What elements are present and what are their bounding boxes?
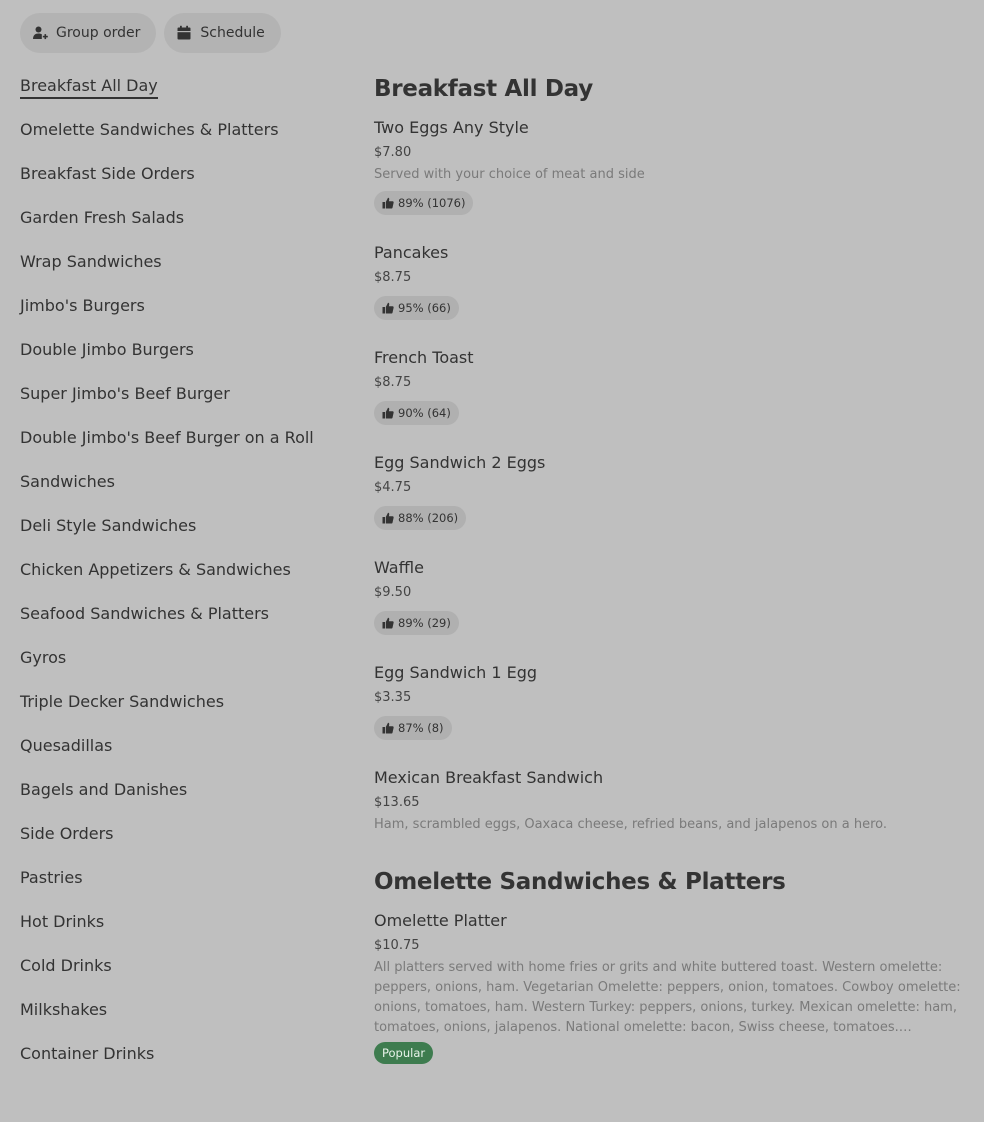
popular-badge: Popular <box>374 1042 433 1064</box>
sidebar-item-double-jimbo-burgers[interactable]: Double Jimbo Burgers <box>20 340 194 359</box>
menu-item-omelette-platter[interactable] <box>374 909 964 1064</box>
rating-text: 88% (206) <box>398 511 459 525</box>
rating-badge <box>374 506 466 530</box>
sidebar-item-chicken-appetizers-sandwiches[interactable]: Chicken Appetizers & Sandwiches <box>20 560 291 579</box>
sidebar-item-seafood-sandwiches-platters[interactable]: Seafood Sandwiches & Platters <box>20 604 270 623</box>
schedule-label: Schedule <box>200 25 265 41</box>
menu-section-omelette <box>374 869 964 1064</box>
item-description: All platters served with home fries or grits and white buttered toast. Western omelette: peppers, onions, ham. Vegetarian Omelette: peppers, onion, tomatoes. Cowboy omelette: onions, tomatoes, ham. Western Turkey: peppers, onions, turkey. Mexican omelette: ham, tomatoes, onions, jalapenos. National omelette: bacon, Swiss cheese, tomatoes. <box>374 960 961 1035</box>
rating-text: 95% (66) <box>398 301 451 315</box>
item-name: Pancakes <box>374 243 449 262</box>
item-description: Served with your choice of meat and side <box>374 167 645 182</box>
item-price: $8.75 <box>374 270 412 285</box>
thumbs-up-icon <box>382 617 394 629</box>
rating-text: 89% (1076) <box>398 196 466 210</box>
thumbs-up-icon <box>382 407 394 419</box>
sidebar-item-sandwiches[interactable]: Sandwiches <box>20 472 115 491</box>
sidebar-item-quesadillas[interactable]: Quesadillas <box>20 736 113 755</box>
item-price: $8.75 <box>374 375 412 390</box>
category-sidebar <box>20 74 340 1086</box>
sidebar-item-pastries[interactable]: Pastries <box>20 868 83 887</box>
thumbs-up-icon <box>382 722 394 734</box>
sidebar-item-double-jimbos-beef-burger-roll[interactable]: Double Jimbo's Beef Burger on a Roll <box>20 428 314 447</box>
menu-item-pancakes[interactable] <box>374 241 964 320</box>
group-order-button[interactable] <box>20 13 156 53</box>
top-actions <box>20 13 281 53</box>
section-title: Breakfast All Day <box>374 76 593 102</box>
menu-item-french-toast[interactable] <box>374 346 964 425</box>
add-person-icon <box>32 25 48 41</box>
rating-badge <box>374 716 452 740</box>
menu-content <box>374 76 964 1090</box>
group-order-label: Group order <box>56 25 141 41</box>
sidebar-item-omelette-sandwiches-platters[interactable]: Omelette Sandwiches & Platters <box>20 120 279 139</box>
item-description: Ham, scrambled eggs, Oaxaca cheese, refried beans, and jalapenos on a hero. <box>374 817 888 832</box>
sidebar-item-side-orders[interactable]: Side Orders <box>20 824 114 843</box>
item-price: $9.50 <box>374 585 412 600</box>
sidebar-item-jimbos-burgers[interactable]: Jimbo's Burgers <box>20 296 145 315</box>
sidebar-item-hot-drinks[interactable]: Hot Drinks <box>20 912 105 931</box>
item-price: $13.65 <box>374 795 420 810</box>
item-name: Egg Sandwich 2 Eggs <box>374 453 546 472</box>
sidebar-item-breakfast-side-orders[interactable]: Breakfast Side Orders <box>20 164 195 183</box>
sidebar-item-container-drinks[interactable]: Container Drinks <box>20 1044 155 1063</box>
thumbs-up-icon <box>382 302 394 314</box>
thumbs-up-icon <box>382 512 394 524</box>
item-name: Waffle <box>374 558 424 577</box>
section-title: Omelette Sandwiches & Platters <box>374 869 786 895</box>
sidebar-item-cold-drinks[interactable]: Cold Drinks <box>20 956 112 975</box>
sidebar-item-deli-style-sandwiches[interactable]: Deli Style Sandwiches <box>20 516 197 535</box>
rating-badge <box>374 611 459 635</box>
item-name: Omelette Platter <box>374 911 507 930</box>
menu-section-breakfast <box>374 76 964 835</box>
item-name: Two Eggs Any Style <box>374 118 529 137</box>
item-name: Egg Sandwich 1 Egg <box>374 663 538 682</box>
item-price: $3.35 <box>374 690 412 705</box>
sidebar-item-bagels-and-danishes[interactable]: Bagels and Danishes <box>20 780 188 799</box>
sidebar-item-milkshakes[interactable]: Milkshakes <box>20 1000 108 1019</box>
item-price: $4.75 <box>374 480 412 495</box>
menu-item-mexican-breakfast-sandwich[interactable] <box>374 766 964 835</box>
sidebar-item-gyros[interactable]: Gyros <box>20 648 67 667</box>
sidebar-item-triple-decker-sandwiches[interactable]: Triple Decker Sandwiches <box>20 692 225 711</box>
sidebar-item-wrap-sandwiches[interactable]: Wrap Sandwiches <box>20 252 162 271</box>
item-price: $10.75 <box>374 938 420 953</box>
calendar-icon <box>176 25 192 41</box>
rating-text: 87% (8) <box>398 721 444 735</box>
menu-item-egg-sandwich-1-egg[interactable] <box>374 661 964 740</box>
sidebar-item-super-jimbos-beef-burger[interactable]: Super Jimbo's Beef Burger <box>20 384 230 403</box>
rating-badge <box>374 296 459 320</box>
sidebar-item-breakfast-all-day[interactable]: Breakfast All Day <box>20 74 340 118</box>
menu-item-two-eggs-any-style[interactable] <box>374 116 964 215</box>
menu-item-waffle[interactable] <box>374 556 964 635</box>
rating-text: 90% (64) <box>398 406 451 420</box>
sidebar-item-garden-fresh-salads[interactable]: Garden Fresh Salads <box>20 208 185 227</box>
menu-item-egg-sandwich-2-eggs[interactable] <box>374 451 964 530</box>
item-price: $7.80 <box>374 145 412 160</box>
item-name: French Toast <box>374 348 474 367</box>
rating-text: 89% (29) <box>398 616 451 630</box>
item-name: Mexican Breakfast Sandwich <box>374 768 604 787</box>
rating-badge <box>374 401 459 425</box>
schedule-button[interactable] <box>164 13 280 53</box>
rating-badge <box>374 191 473 215</box>
thumbs-up-icon <box>382 197 394 209</box>
